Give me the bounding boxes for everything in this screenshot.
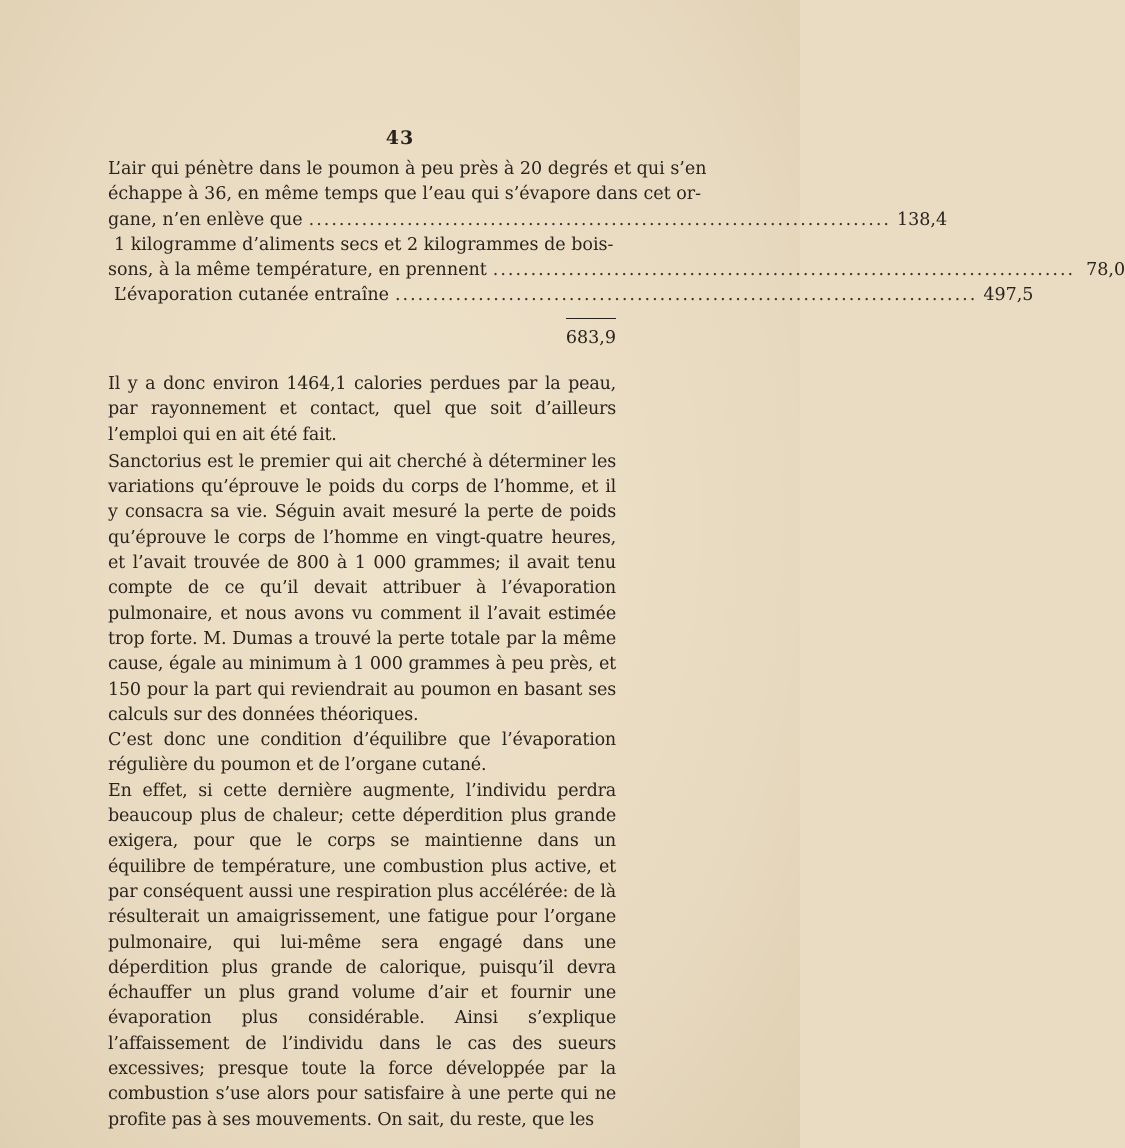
total-value: 683,9	[565, 328, 616, 348]
dot-leader: .............................................................................	[394, 285, 978, 306]
table-block	[108, 157, 1125, 309]
paragraph-2: Sanctorius est le premier qui ait cherché à déterminer les variations qu’éprouve le poids du corps de l’homme, et il y consacra sa vie. Séguin avait mesuré la perte de poids qu’éprouve le corps de l’homme en vingt-quatre heures, et l’avait trouvée de 800 à 1 000 grammes; il avait tenu compte de ce qu’il devait attribuer à l’évaporation pulmonaire, et nous avons vu comment il l’avait estimée trop forte. M. Dumas a trouvé la perte totale par la même cause, égale au minimum à 1 000 grammes à peu près, et 150 pour la part qui reviendrait au poumon en basant ses calculs sur des données théoriques.	[108, 451, 616, 725]
table-line	[108, 233, 616, 258]
table-line	[108, 182, 702, 207]
value-evaporation-pulmonaire: 138,4	[896, 209, 948, 230]
table-line	[108, 283, 1034, 308]
paragraph-4: En effet, si cette dernière augmente, l’individu perdra beaucoup plus de chaleur; cette déperdition plus grande exigera, pour que le corps se maintienne dans un équilibre de température, une combustion plus active, et par conséquent aussi une respiration plus accélérée: de là résulterait un amaigrissement, une fatigue pour l’organe pulmonaire, qui lui-même sera engagé dans une déperdition plus grande de calorique, puisqu’il devra échauffer un plus grand volume d’air et fournir une évaporation plus considérable. Ainsi s’explique l’affaissement de l’individu dans le cas des sueurs excessives; presque toute la force développée par la combustion s’use alors pour satisfaire à une perte qui ne profite pas à ses mouvements. On sait, du reste, que les	[108, 780, 616, 1130]
entry2-line-2: sons, à la même température, en prennent	[108, 260, 487, 281]
value-evaporation-cutanee: 497,5	[983, 285, 1034, 306]
table-line	[108, 208, 948, 233]
intro-line-3: gane, n’en enlève que	[108, 209, 303, 230]
page-number: 43	[385, 127, 415, 149]
intro-line-1: L’air qui pénètre dans le poumon à peu près à 20 degrés et qui s’en	[108, 159, 707, 179]
entry3-line-1: L’évaporation cutanée entraîne	[114, 285, 389, 306]
intro-line-2: échappe à 36, en même temps que l’eau qui s’évapore dans cet or-	[108, 184, 702, 205]
paragraph-1: Il y a donc environ 1464,1 calories perdues par la peau, par rayonnement et contact, quel que soit d’ailleurs l’emploi qui en ait été fait.	[108, 374, 616, 445]
value-aliments: 78,0	[1086, 260, 1125, 281]
sum-rule	[566, 318, 616, 319]
dot-leader: .............................................................................	[308, 209, 891, 230]
paragraph-3: C’est donc une condition d’équilibre que l’évaporation régulière du poumon et de l’organe cutané.	[108, 730, 616, 776]
entry2-line-1: 1 kilogramme d’aliments secs et 2 kilogrammes de bois-	[114, 234, 614, 255]
dot-leader: .............................................................................	[492, 260, 1076, 281]
table-line	[108, 258, 1125, 283]
body-text	[108, 372, 616, 1133]
table-line	[108, 157, 707, 182]
